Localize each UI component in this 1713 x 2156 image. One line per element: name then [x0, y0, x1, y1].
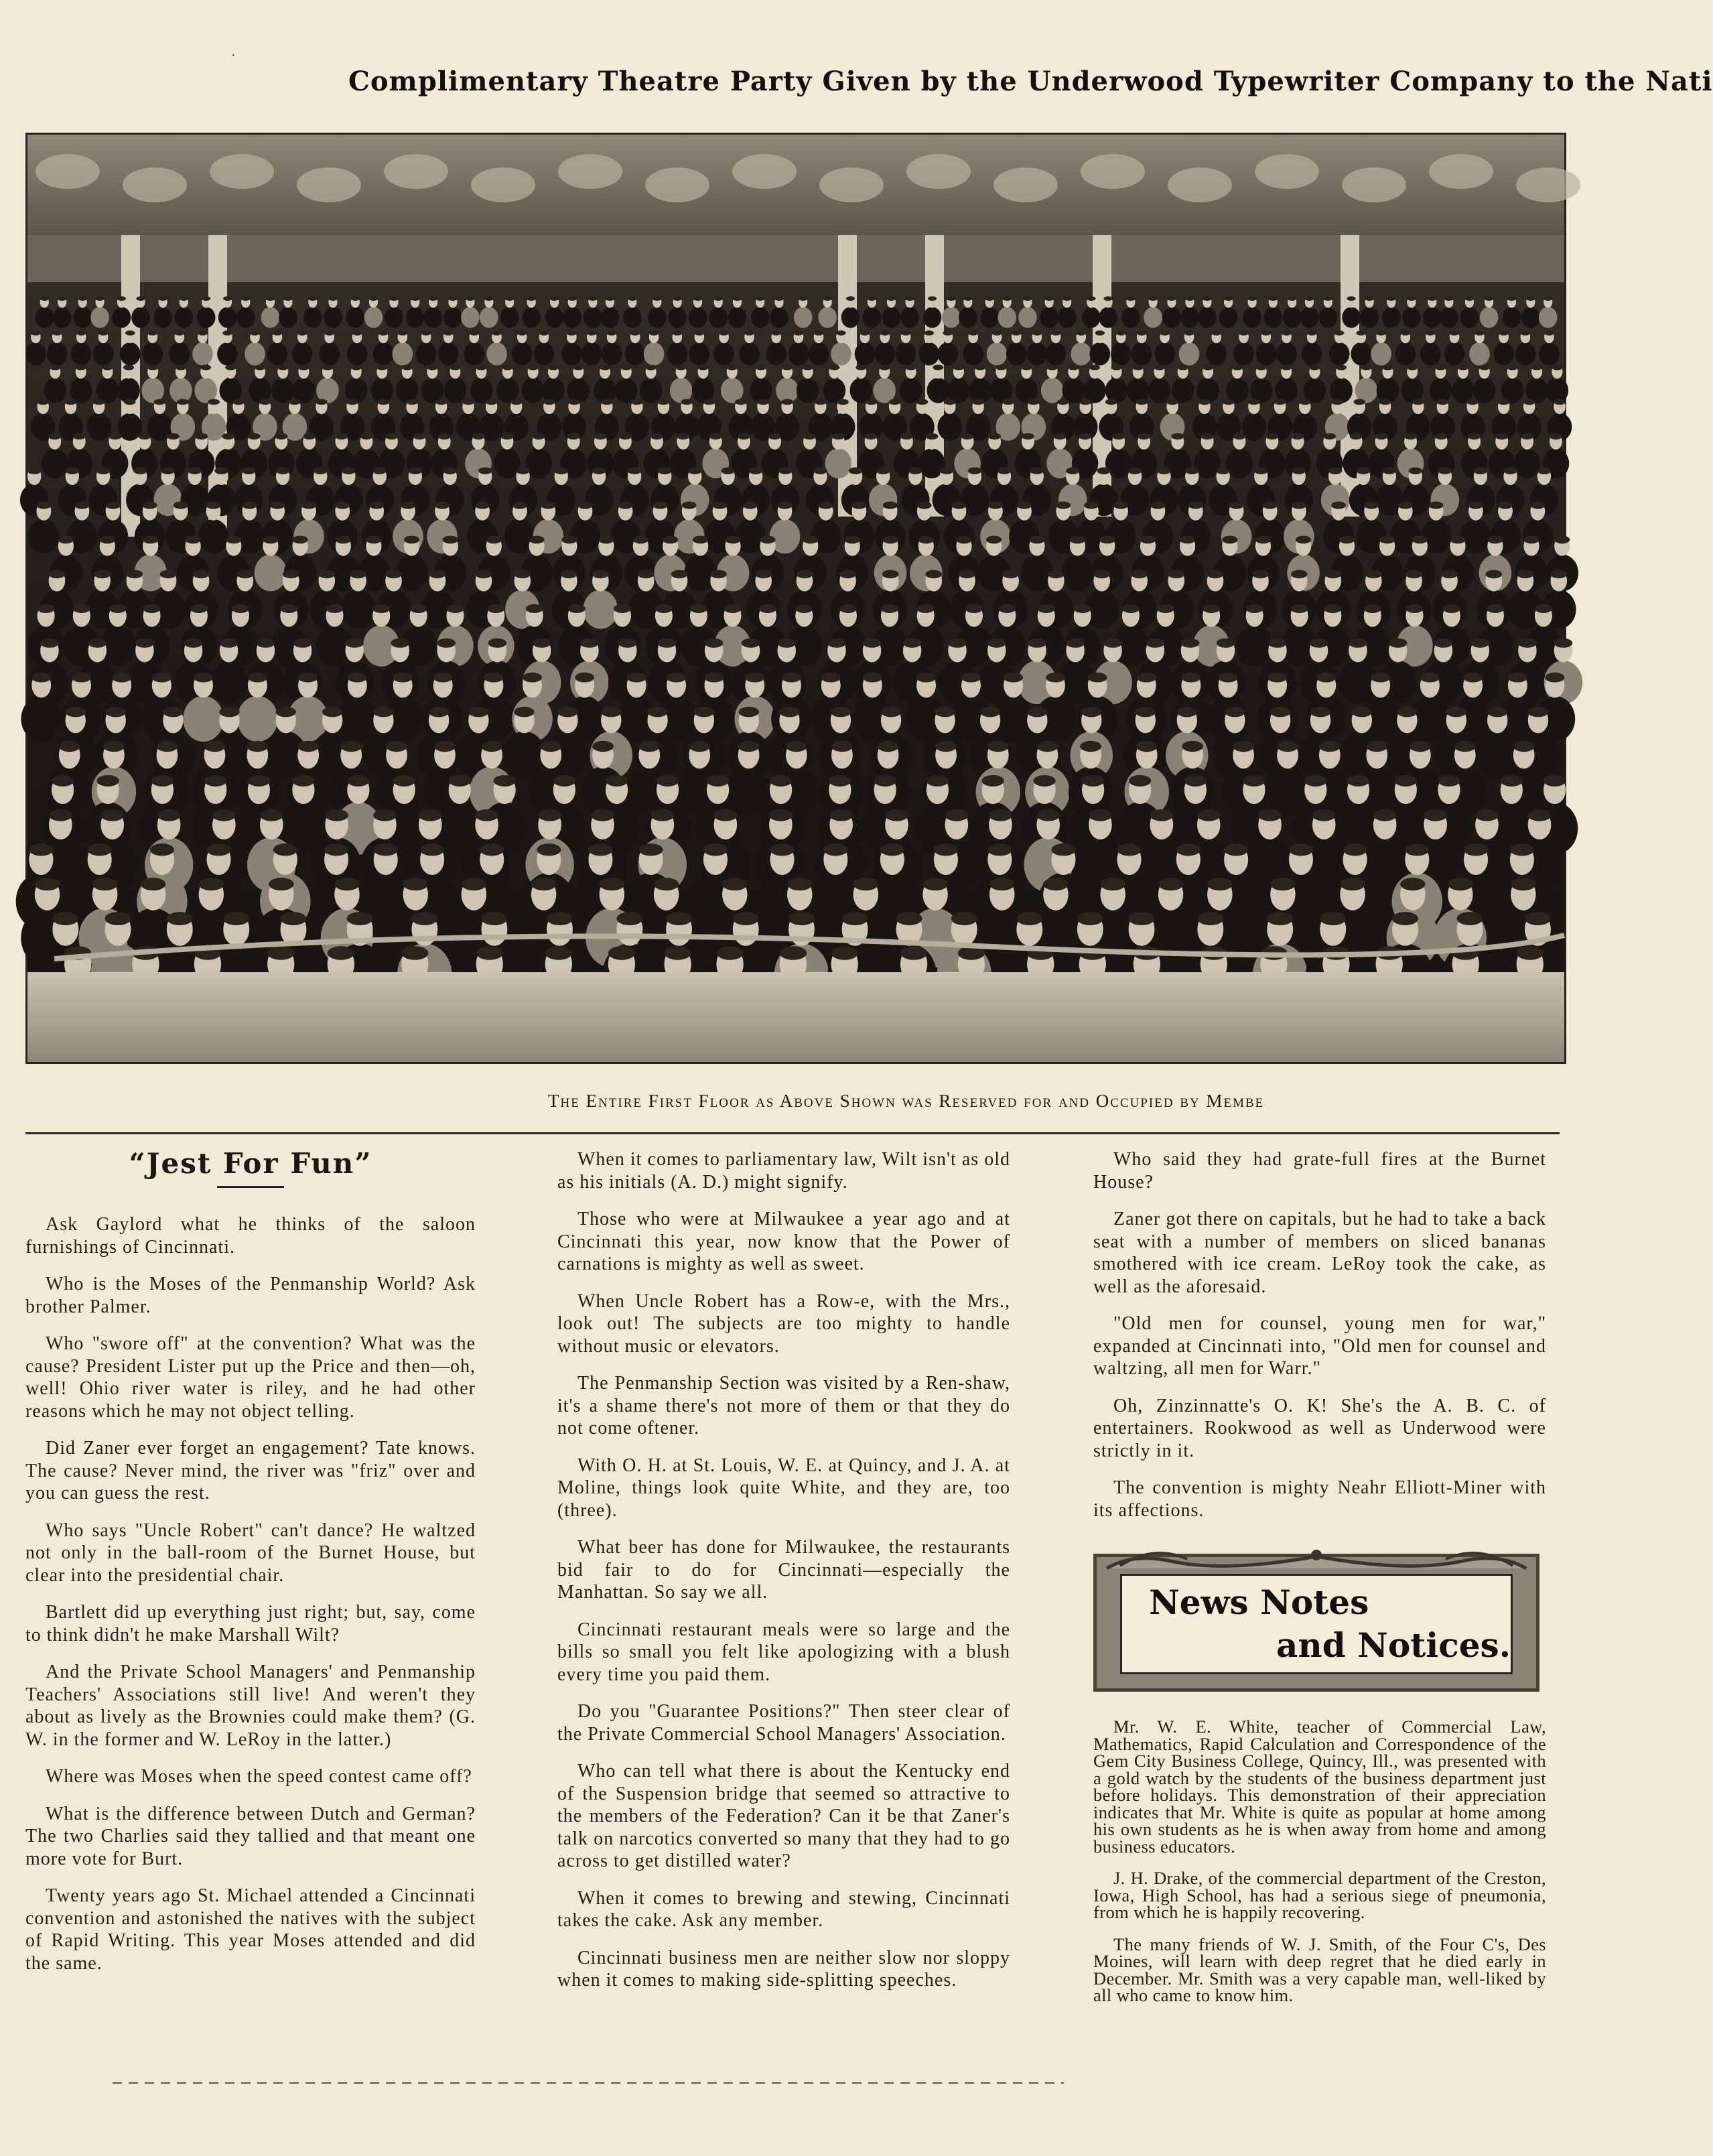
news-notes-body	[1093, 1716, 1546, 2005]
audience-photo-image	[27, 135, 1564, 1062]
corner-mark: ·	[231, 48, 236, 63]
paragraph: Twenty years ago St. Michael attended a Cincinnati convention and astonished the natives with the subject of Rapid Writing. This year Moses attended and did the same.	[25, 1885, 476, 1974]
paragraph: What is the difference between Dutch and German? The two Charlies said they tallied and that meant one more vote for Burt.	[25, 1803, 476, 1869]
paragraph: Who says "Uncle Robert" can't dance? He waltzed not only in the ball-room of the Burnet House, but clear into the presidential chair.	[25, 1520, 476, 1586]
paragraph: Did Zaner ever forget an engagement? Tate knows. The cause? Never mind, the river was "friz" over and you can guess the rest.	[25, 1438, 476, 1503]
horizontal-rule	[25, 1132, 1560, 1134]
scroll-ornament-icon	[1093, 1539, 1539, 1579]
theatre-audience-photo	[25, 133, 1566, 1064]
paragraph: Where was Moses when the speed contest came off?	[46, 1766, 472, 1787]
paragraph: With O. H. at St. Louis, W. E. at Quincy, and J. A. at Moline, things look quite White, and they are, too (three).	[557, 1455, 1010, 1521]
paragraph: When it comes to parliamentary law, Wilt isn't as old as his initials (A. D.) might signify.	[557, 1149, 1010, 1193]
paragraph: Who is the Moses of the Penmanship World? Ask brother Palmer.	[25, 1274, 476, 1317]
paragraph: J. H. Drake, of the commercial department of the Creston, Iowa, High School, has had a serious siege of pneumonia, from which he is happily recovering.	[1093, 1868, 1546, 1922]
paragraph: When Uncle Robert has a Row-e, with the Mrs., look out! The subjects are too mighty to handle without music or elevators.	[557, 1290, 1010, 1357]
paragraph: Who can tell what there is about the Kentucky end of the Suspension bridge that seemed so attractive to the members of the Federation? Can it be that Zaner's talk on narcotics converted so many that they had to go across to get distilled water?	[557, 1761, 1010, 1871]
news-notes-heading-box	[1093, 1539, 1539, 1692]
paragraph: Cincinnati restaurant meals were so large and the bills so small you felt like apologizing with a blush every time you paid them.	[557, 1619, 1010, 1685]
paragraph: Mr. W. E. White, teacher of Commercial Law, Mathematics, Rapid Calculation and Correspondence of the Gem City Business College, Quincy, Ill., was presented with a gold watch by the students of the business department just before holidays. This demonstration of their appreciation indicates that Mr. White is quite as popular at home among his own students as he is when away from home and among business educators.	[1093, 1716, 1546, 1857]
paragraph: Those who were at Milwaukee a year ago and at Cincinnati this year, now know that the Power of carnations is mighty as well as sweet.	[557, 1209, 1010, 1274]
paragraph: What beer has done for Milwaukee, the restaurants bid fair to do for Cincinnati—especially the Manhattan. So say we all.	[557, 1537, 1010, 1603]
paragraph: The many friends of W. J. Smith, of the Four C's, Des Moines, will learn with deep regret that he died early in December. Mr. Smith was a very capable man, well-liked by all who came to know him.	[1093, 1934, 1546, 2005]
paragraph: When it comes to brewing and stewing, Cincinnati takes the cake. Ask any member.	[557, 1887, 1010, 1931]
paragraph: Cincinnati business men are neither slow nor sloppy when it comes to making side-splitting speeches.	[557, 1947, 1010, 1991]
paragraph: Bartlett did up everything just right; but, say, come to think didn't he make Marshall Wilt?	[25, 1602, 476, 1645]
news-heading-line1: News Notes	[1149, 1582, 1369, 1622]
column-jest-for-fun	[25, 1139, 476, 2097]
paragraph: Who "swore off" at the convention? What was the cause? President Lister put up the Price and then—oh, well! Ohio river water is riley, and he had other reasons which he may not object telling.	[25, 1333, 476, 1422]
paragraph: Who said they had grate-full fires at the Burnet House?	[1093, 1149, 1546, 1193]
photo-caption: The Entire First Floor as Above Shown was Reserved for and Occupied by Membe	[548, 1091, 1265, 1111]
news-heading-panel	[1120, 1574, 1513, 1674]
footer-dashed-line	[113, 2082, 1064, 2084]
column-three	[1093, 1139, 1546, 2097]
paragraph: Ask Gaylord what he thinks of the saloon furnishings of Cincinnati.	[25, 1214, 476, 1258]
paragraph: Do you "Guarantee Positions?" Then steer clear of the Private Commercial School Managers' Association.	[557, 1701, 1010, 1745]
paragraph: The convention is mighty Neahr Elliott-Miner with its affections.	[1093, 1477, 1546, 1521]
page-title: Complimentary Theatre Party Given by the Underwood Typewriter Company to the Nati	[348, 66, 1713, 97]
jest-for-fun-heading: “Jest For Fun”	[129, 1147, 372, 1180]
heading-underline	[217, 1186, 284, 1188]
paragraph: Oh, Zinzinnatte's O. K! She's the A. B. C. of entertainers. Rookwood as well as Underwood were strictly in it.	[1093, 1395, 1546, 1461]
paragraph: Zaner got there on capitals, but he had to take a back seat with a number of members on sliced bananas smothered with ice cream. LeRoy took the cake, as well as the aforesaid.	[1093, 1209, 1546, 1297]
column-two	[557, 1139, 1010, 2097]
paragraph: The Penmanship Section was visited by a Ren-shaw, it's a shame there's not more of them or that they do not come oftener.	[557, 1373, 1010, 1438]
news-heading-line2: and Notices.	[1276, 1625, 1511, 1665]
paragraph: "Old men for counsel, young men for war," expanded at Cincinnati into, "Old men for counsel and waltzing, all men for Warr."	[1093, 1313, 1546, 1379]
paragraph: And the Private School Managers' and Penmanship Teachers' Associations still live! And weren't they about as lively as the Brownies could make them? (G. W. in the former and W. LeRoy in the latter.)	[25, 1662, 476, 1750]
